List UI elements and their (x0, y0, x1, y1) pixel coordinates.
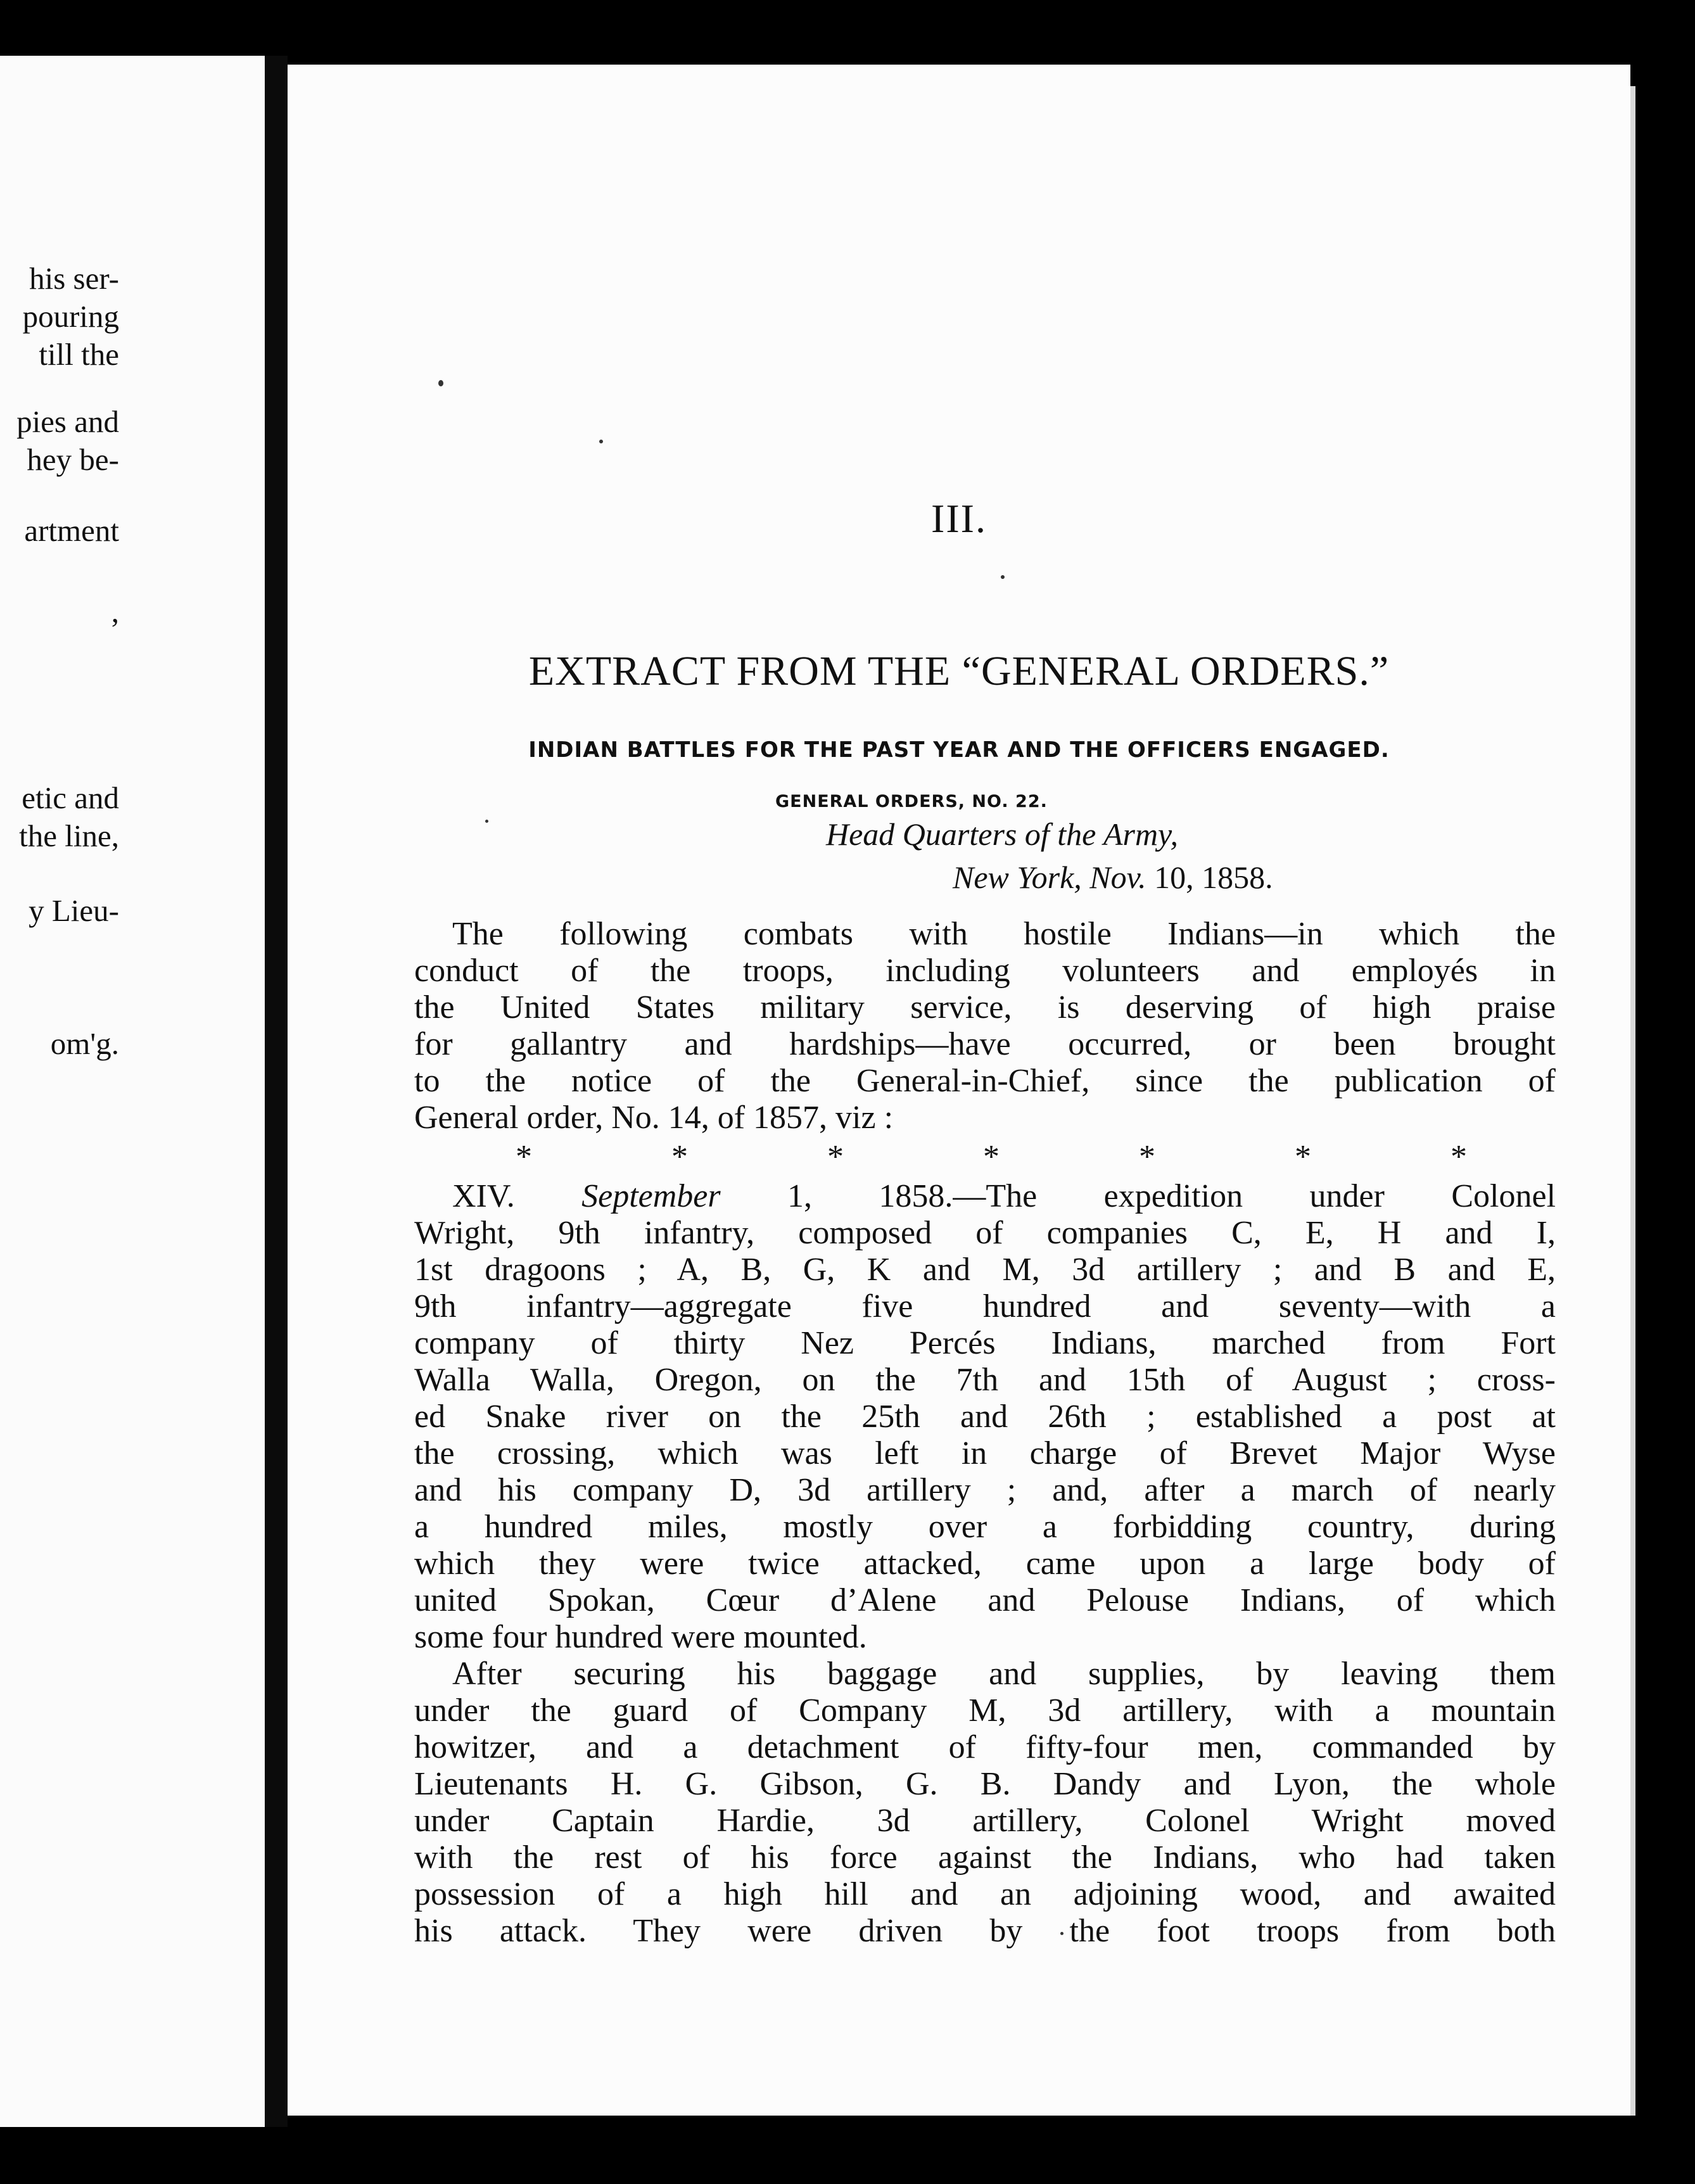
intro-line: conduct of the troops, including volunteers and employés in (414, 953, 1556, 989)
section-line: some four hundred were mounted. (414, 1619, 867, 1655)
intro-line: to the notice of the General-in-Chief, since the publication of (414, 1063, 1556, 1099)
left-fragment-line: , (111, 594, 119, 629)
left-fragment-line: the line, (19, 818, 119, 853)
star: * (827, 1139, 844, 1175)
intro-line: General order, No. 14, of 1857, viz : (414, 1100, 894, 1136)
left-fragment-line: pies and (16, 404, 119, 439)
left-fragment-line: om'g. (50, 1026, 119, 1061)
paragraph-line: with the rest of his force against the Indians, who had taken (414, 1839, 1556, 1876)
section-date-month: September (581, 1178, 721, 1214)
left-fragment-line: his ser- (29, 261, 119, 296)
section-line: company of thirty Nez Percés Indians, marched from Fort (414, 1325, 1556, 1361)
section-line: 9th infantry—aggregate five hundred and seventy—with a (414, 1288, 1556, 1324)
order-number: GENERAL ORDERS, NO. 22. (775, 792, 1048, 811)
section-line: the crossing, which was left in charge of Brevet Major Wyse (414, 1435, 1556, 1471)
ellipsis-stars (414, 1136, 1556, 1178)
section-line: united Spokan, Cœur d’Alene and Pelouse Indians, of which (414, 1582, 1556, 1618)
paragraph-line: his attack. They were driven by the foot troops from both (414, 1913, 1556, 1949)
left-fragment-line: hey be- (27, 442, 119, 477)
section-line: ed Snake river on the 25th and 26th ; established a post at (414, 1399, 1556, 1435)
section-line: Wright, 9th infantry, composed of companies C, E, H and I, (414, 1215, 1556, 1251)
chapter-number: III. (931, 496, 987, 541)
previous-page-fragment (0, 56, 265, 2127)
left-fragment-line: etic and (22, 780, 119, 815)
ink-speck (485, 820, 488, 823)
dateline-date: 10, 1858. (1154, 860, 1273, 895)
intro-line: for gallantry and hardships—have occurred, or been brought (414, 1026, 1556, 1062)
section-line: Walla Walla, Oregon, on the 7th and 15th of August ; cross- (414, 1362, 1556, 1398)
paragraph-line: After securing his baggage and supplies, by leaving them (452, 1656, 1556, 1692)
page (288, 65, 1630, 2116)
section-line: 1st dragoons ; A, B, G, K and M, 3d artillery ; and B and E, (414, 1252, 1556, 1288)
body-text (414, 916, 1556, 1950)
left-fragment-line: artment (24, 513, 119, 548)
dateline (953, 859, 1273, 896)
section-line: and his company D, 3d artillery ; and, after a march of nearly (414, 1472, 1556, 1508)
dateline-place: New York, Nov. (953, 860, 1146, 895)
section-numeral: XIV. (452, 1178, 515, 1214)
star: * (671, 1139, 688, 1175)
star: * (983, 1139, 1000, 1175)
left-fragment-line: till the (39, 337, 119, 372)
left-fragment-line: y Lieu- (29, 893, 119, 928)
paragraph-line: under Captain Hardie, 3d artillery, Colonel Wright moved (414, 1803, 1556, 1839)
star: * (1295, 1139, 1311, 1175)
section-heading-line (414, 1178, 1556, 1215)
section-date-rest: 1, 1858.—The expedition under Colonel (787, 1178, 1556, 1214)
book-gutter (265, 56, 288, 2127)
section-line: which they were twice attacked, came upon a large body of (414, 1546, 1556, 1582)
left-fragment-line: pouring (22, 299, 119, 334)
ink-speck (438, 380, 443, 386)
page-edge-shadow (1630, 86, 1635, 2116)
star: * (1139, 1139, 1155, 1175)
page-subtitle: INDIAN BATTLES FOR THE PAST YEAR AND THE OFFICERS ENGAGED. (528, 737, 1390, 763)
paragraph-line: Lieutenants H. G. Gibson, G. B. Dandy and Lyon, the whole (414, 1766, 1556, 1802)
intro-line: the United States military service, is deserving of high praise (414, 989, 1556, 1025)
star: * (516, 1139, 532, 1175)
section-line: a hundred miles, mostly over a forbidding country, during (414, 1509, 1556, 1545)
ink-speck (1001, 575, 1005, 579)
intro-line: The following combats with hostile Indians—in which the (452, 916, 1556, 952)
paragraph-line: howitzer, and a detachment of fifty-four men, commanded by (414, 1729, 1556, 1765)
ink-speck (599, 440, 603, 443)
paragraph-line: possession of a high hill and an adjoining wood, and awaited (414, 1876, 1556, 1912)
paragraph-line: under the guard of Company M, 3d artillery, with a mountain (414, 1692, 1556, 1729)
headquarters-line: Head Quarters of the Army, (826, 816, 1178, 852)
page-title: EXTRACT FROM THE “GENERAL ORDERS.” (528, 648, 1390, 694)
star: * (1451, 1139, 1467, 1175)
